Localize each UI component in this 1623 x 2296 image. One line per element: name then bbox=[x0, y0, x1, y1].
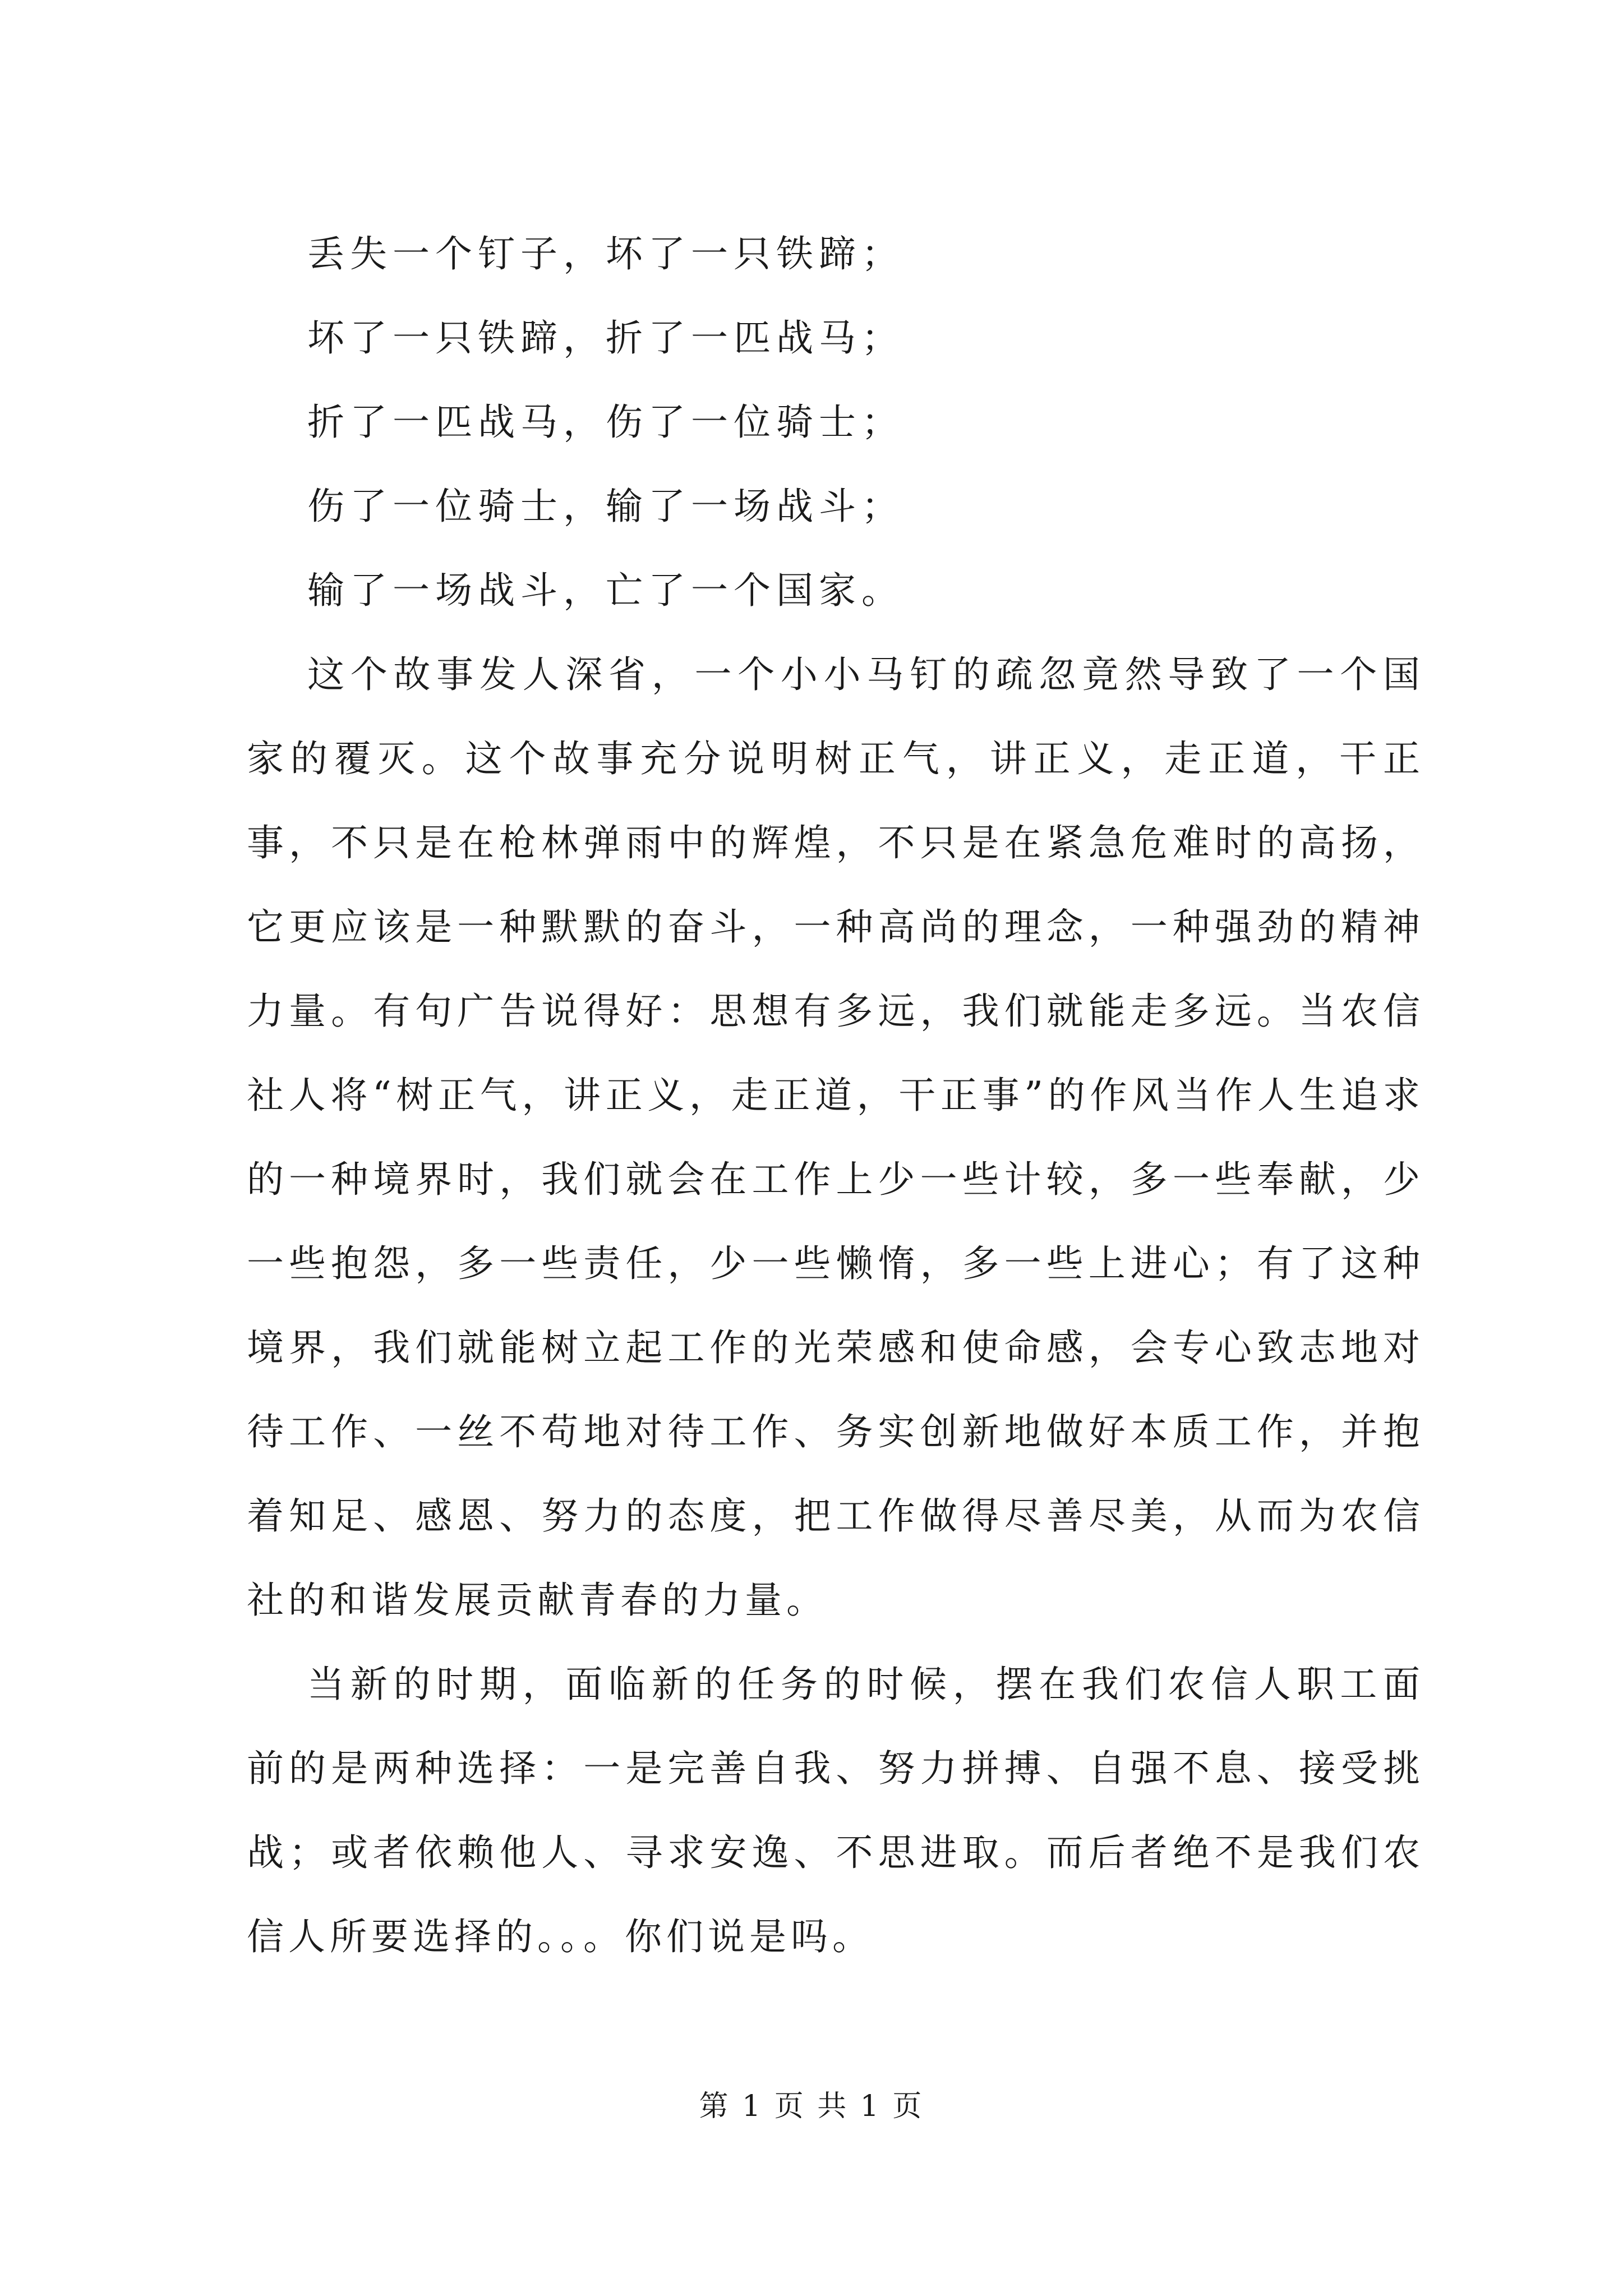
body-paragraph: 这个故事发人深省，一个小小马钉的疏忽竟然导致了一个国家的覆灭。这个故事充分说明树正气，讲正义，走正道，干正事，不只是在枪林弹雨中的辉煌，不只是在紧急危难时的高扬，它更应该是一种默默的奋斗，一种高尚的理念，一种强劲的精神力量。有句广告说得好：思想有多远，我们就能走多远。当农信社人将“树正气，讲正义，走正道，干正事”的作风当作人生追求的一种境界时，我们就会在工作上少一些计较，多一些奉献，少一些抱怨，多一些责任，少一些懒惰，多一些上进心；有了这种境界，我们就能树立起工作的光荣感和使命感，会专心致志地对待工作、一丝不苟地对待工作、务实创新地做好本质工作，并抱着知足、感恩、努力的态度，把工作做得尽善尽美，从而为农信社的和谐发展贡献青春的力量。 bbox=[247, 653, 1424, 1622]
poem-line: 伤了一位骑士，输了一场战斗； bbox=[307, 485, 904, 528]
poem-line: 输了一场战斗，亡了一个国家。 bbox=[307, 569, 904, 612]
body-paragraph: 当新的时期，面临新的任务的时候，摆在我们农信人职工面前的是两种选择：一是完善自我、努力拼搏、自强不息、接受挑战；或者依赖他人、寻求安逸、不思进取。而后者绝不是我们农信人所要选择的。。。你们说是吗。 bbox=[247, 1663, 1424, 1958]
poem-line: 丢失一个钉子，坏了一只铁蹄； bbox=[307, 232, 904, 275]
poem-line: 坏了一只铁蹄，折了一匹战马； bbox=[307, 316, 904, 360]
poem bbox=[247, 212, 1424, 633]
poem-line: 折了一匹战马，伤了一位骑士； bbox=[307, 401, 904, 444]
document-body bbox=[247, 212, 1424, 1979]
page-number-footer: 第 1 页 共 1 页 bbox=[699, 2090, 924, 2123]
